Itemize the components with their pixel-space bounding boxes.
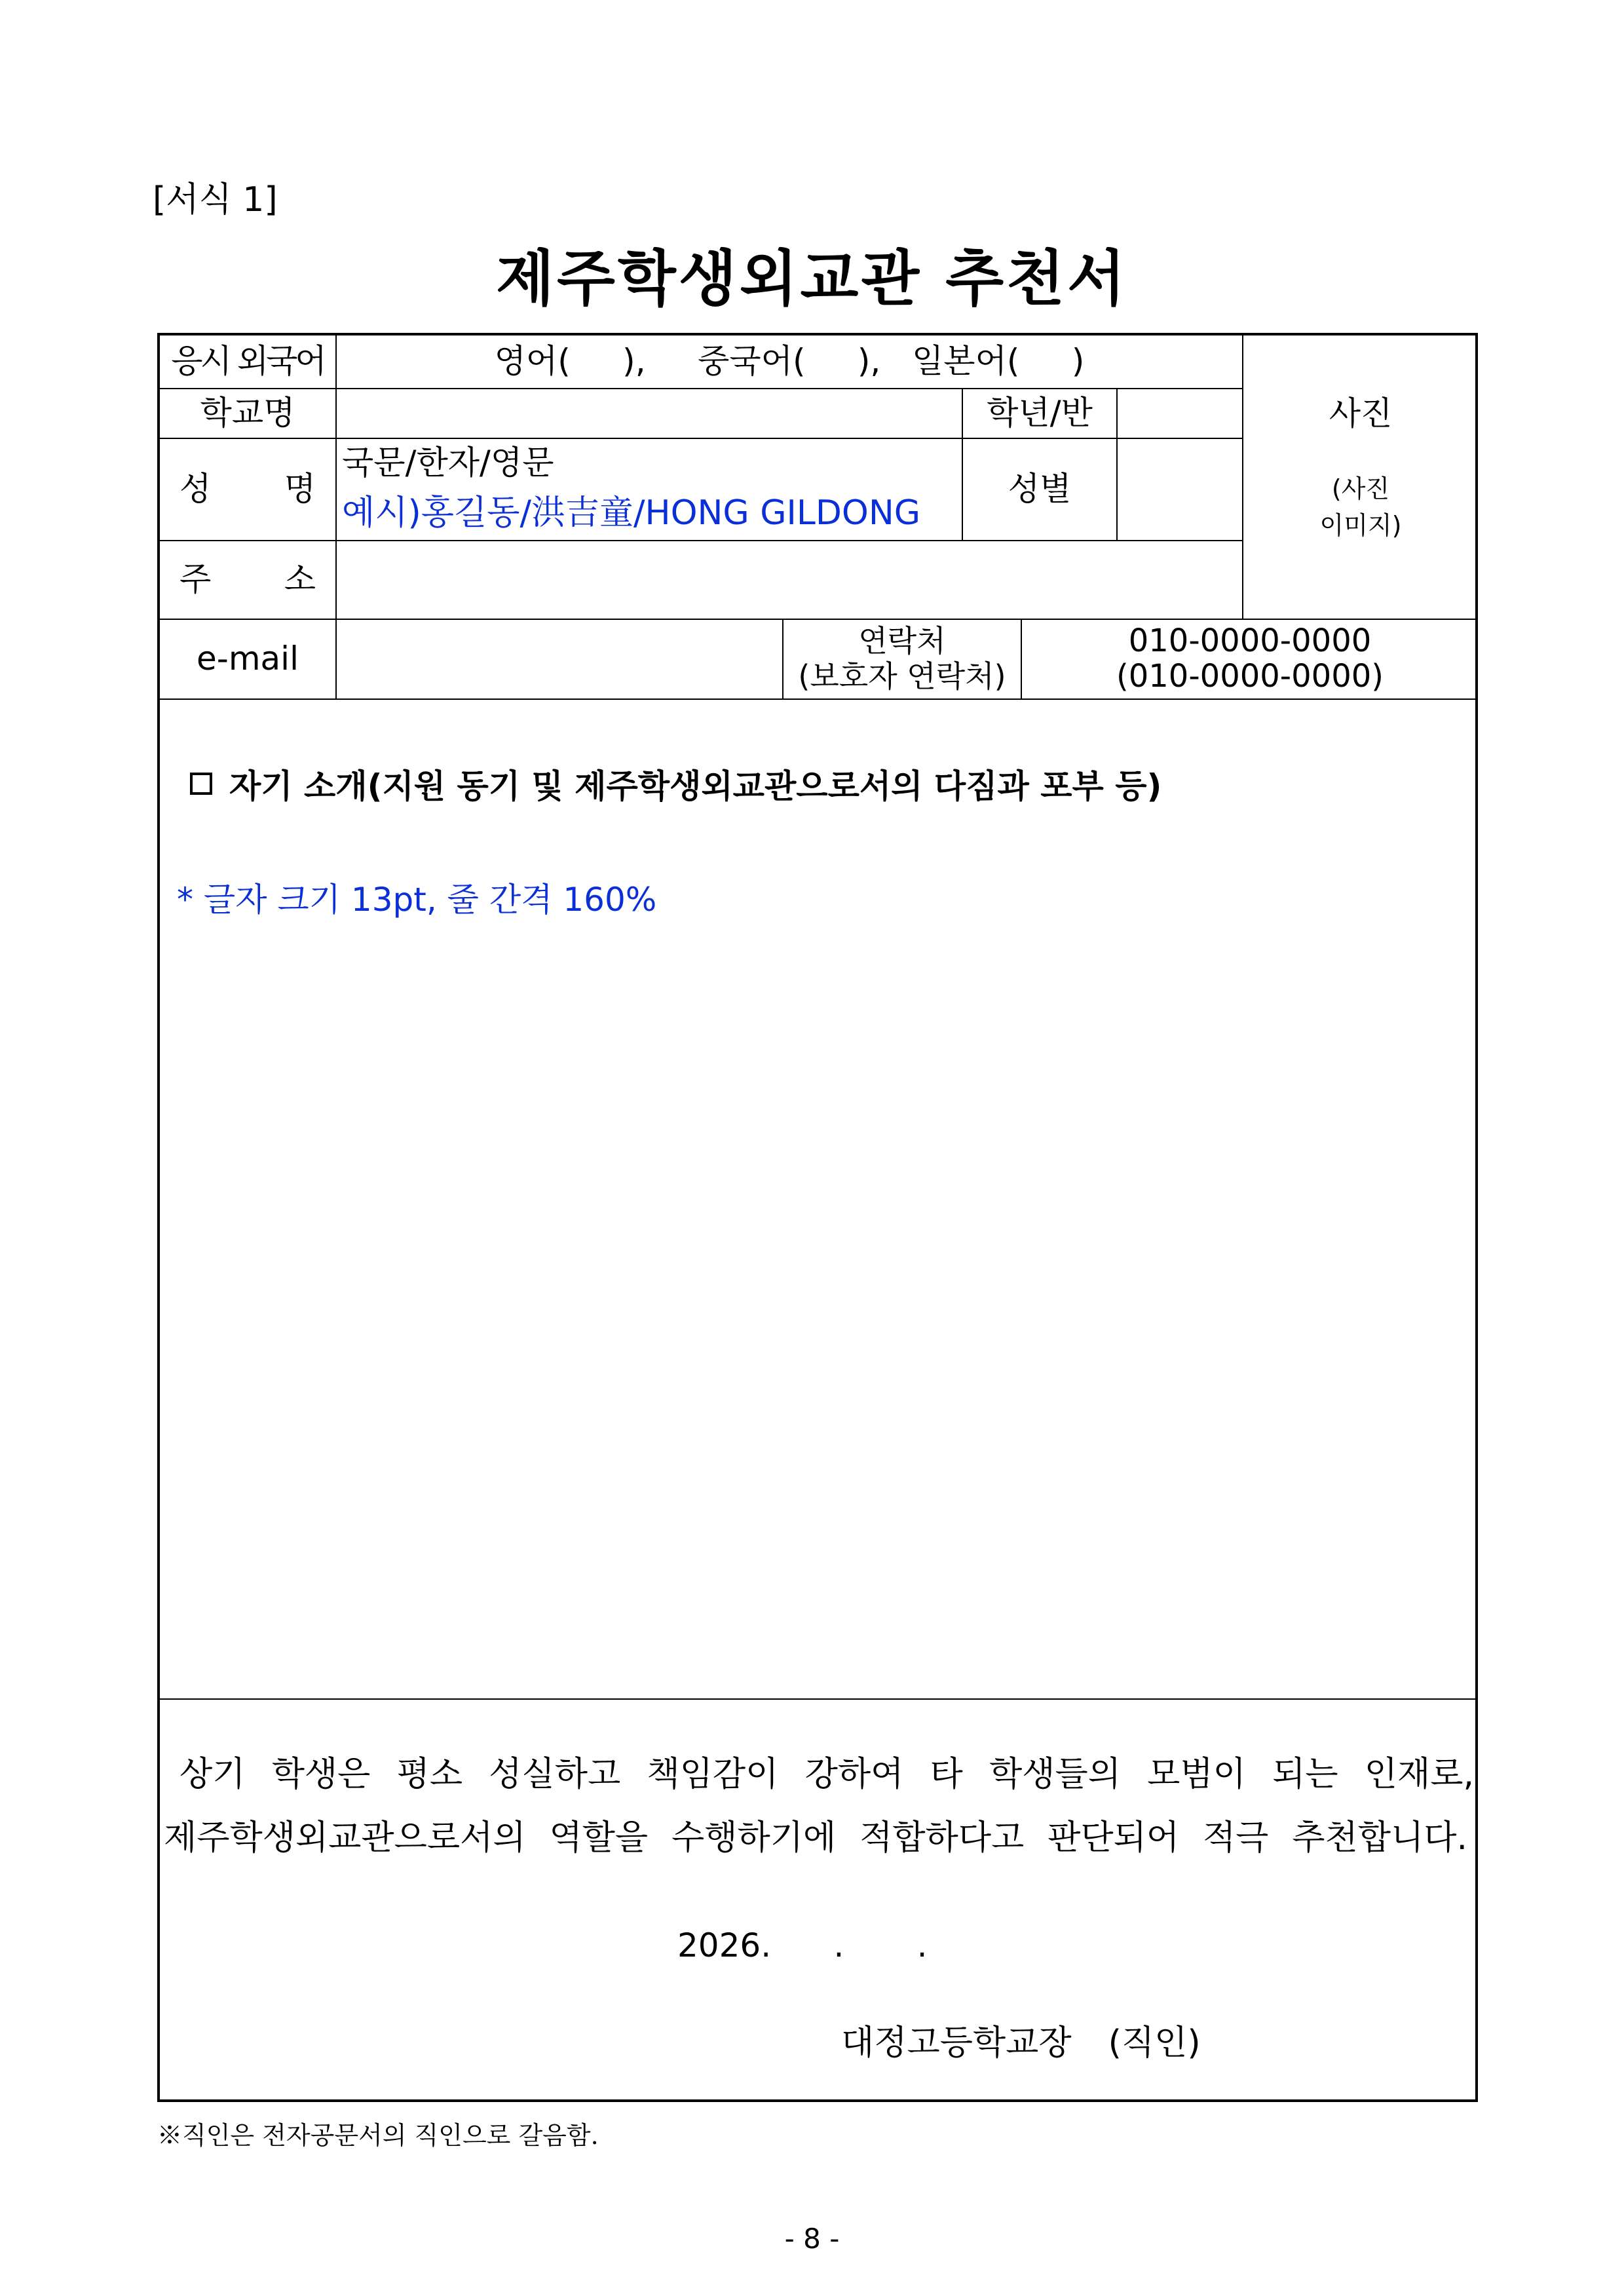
email-label: e-mail — [197, 640, 299, 678]
checkbox-icon — [190, 773, 212, 795]
intro-heading-text: 자기 소개(지원 동기 및 제주학생외교관으로서의 다짐과 포부 등) — [229, 767, 1162, 805]
formatting-hint: * 글자 크기 13pt, 줄 간격 160% — [177, 881, 657, 919]
intro-heading — [190, 760, 1161, 807]
gender-label: 성별 — [1008, 470, 1072, 508]
date-line: 2026. . . — [677, 1926, 928, 1964]
name-label-char2: 명 — [284, 470, 316, 508]
guardian-contact-label: (보호자 연락처) — [798, 658, 1006, 694]
page-title: 제주학생외교관 추천서 — [496, 244, 1128, 314]
school-field[interactable] — [337, 389, 962, 438]
grade-label: 학년/반 — [987, 394, 1093, 432]
photo-label: 사진 — [1329, 394, 1393, 433]
photo-hint-line1: (사진 — [1331, 474, 1390, 504]
signer-line — [841, 2015, 1201, 2064]
name-format: 국문/한자/영문 — [342, 444, 554, 482]
address-field[interactable] — [337, 541, 1242, 619]
self-introduction-area[interactable] — [160, 700, 1478, 1698]
seal-placeholder: (직인) — [1108, 2023, 1201, 2063]
form-tag: [서식 1] — [153, 180, 278, 220]
email-field[interactable] — [337, 620, 782, 698]
signer-name: 대정고등학교장 — [841, 2023, 1072, 2063]
gender-field[interactable] — [1118, 439, 1242, 540]
guardian-contact-value[interactable]: (010-0000-0000) — [1116, 658, 1384, 695]
photo-slot[interactable] — [1243, 335, 1478, 619]
recommendation-line-1: 상기 학생은 평소 성실하고 책임감이 강하여 타 학생들의 모범이 되는 인재로, — [179, 1755, 1474, 1794]
school-label: 학교명 — [200, 394, 295, 432]
footnote: ※직인은 전자공문서의 직인으로 갈음함. — [157, 2121, 599, 2150]
page-number: - 8 - — [784, 2223, 840, 2255]
name-label-char1: 성 — [179, 470, 212, 508]
contact-label: 연락처 — [858, 622, 946, 659]
address-label-char1: 주 — [179, 560, 212, 599]
address-label-char2: 소 — [284, 560, 316, 599]
grade-field[interactable] — [1118, 389, 1242, 438]
photo-hint-line2: 이미지) — [1319, 511, 1402, 541]
contact-value[interactable]: 010-0000-0000 — [1128, 622, 1372, 660]
name-example[interactable]: 예시)홍길동/洪吉童/HONG GILDONG — [342, 493, 921, 533]
language-label: 응시 외국어 — [171, 342, 324, 381]
recommendation-line-2: 제주학생외교관으로서의 역할을 수행하기에 적합하다고 판단되어 적극 추천합니다. — [164, 1818, 1467, 1858]
name-label — [160, 439, 335, 540]
address-label — [160, 541, 335, 619]
language-options[interactable]: 영어( ), 중국어( ), 일본어( ) — [494, 342, 1085, 381]
